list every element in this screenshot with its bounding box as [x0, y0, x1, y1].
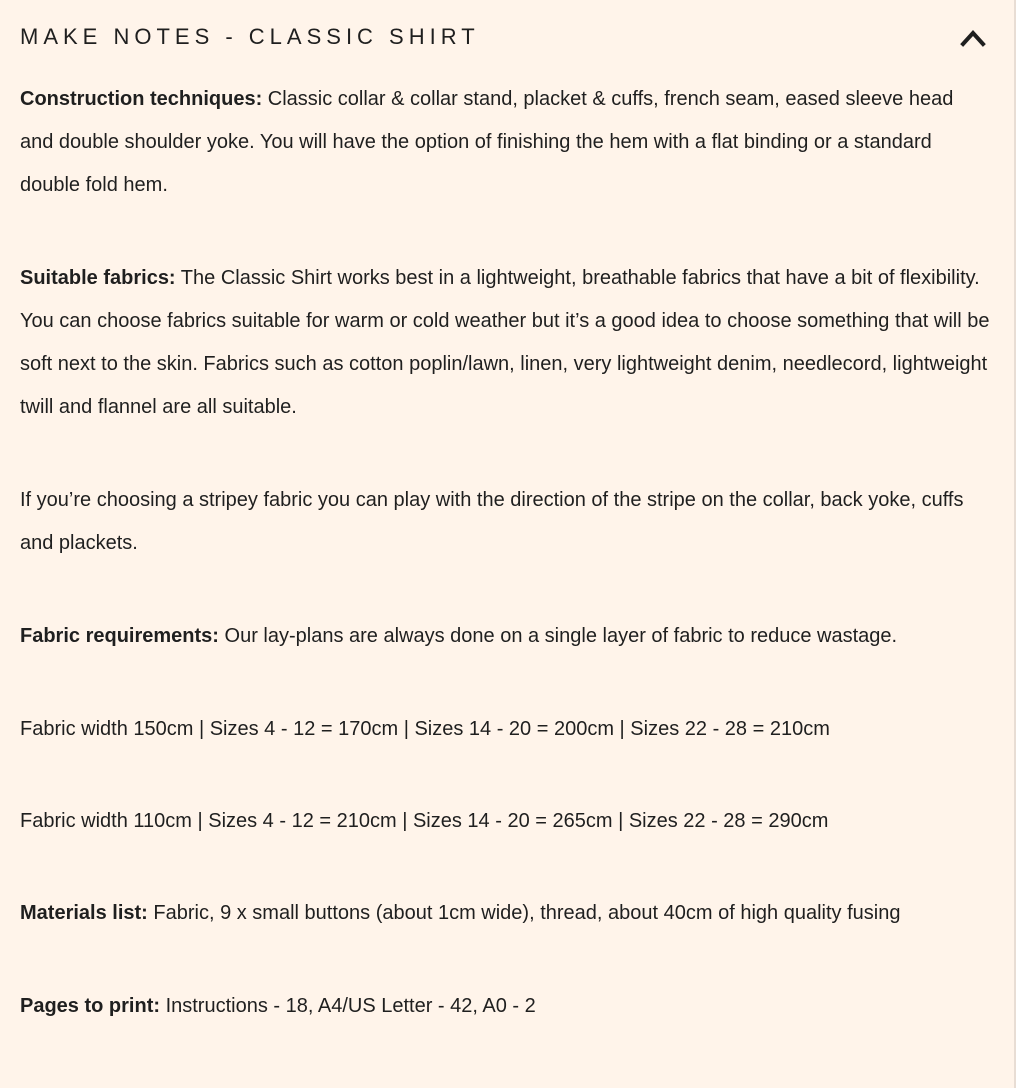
pages-to-print-label: Pages to print:: [20, 995, 161, 1017]
construction-note: [20, 78, 992, 207]
chevron-up-icon[interactable]: [960, 26, 986, 50]
fabric-width-150-line: Fabric width 150cm | Sizes 4 - 12 = 170cm | Sizes 14 - 20 = 200cm | Sizes 22 - 28 = 210cm: [20, 718, 830, 740]
materials-list-text: Fabric, 9 x small buttons (about 1cm wide), thread, about 40cm of high quality fusing: [147, 902, 901, 924]
construction-text: Classic collar & collar stand, placket & cuffs, french seam, eased sleeve head and double shoulder yoke. You will have the option of finishing the hem with a flat binding or a standard double fold hem.: [20, 88, 954, 196]
pages-to-print-text: Instructions - 18, A4/US Letter - 42, A0 - 2: [160, 995, 536, 1017]
suitable-fabrics-note: [20, 257, 992, 429]
suitable-fabrics-text: The Classic Shirt works best in a lightweight, breathable fabrics that have a bit of flexibility. You can choose fabrics suitable for warm or cold weather but it’s a good idea to choose something that will be soft next to the skin. Fabrics such as cotton poplin/lawn, linen, very lightweight denim, needlecord, lightweight twill and flannel are all suitable.: [20, 267, 990, 418]
pages-to-print-note: [20, 985, 992, 1028]
fabric-width-110-line: Fabric width 110cm | Sizes 4 - 12 = 210cm | Sizes 14 - 20 = 265cm | Sizes 22 - 28 = 290cm: [20, 810, 829, 832]
fabric-requirements-note: [20, 615, 992, 658]
fabric-requirements-label: Fabric requirements:: [20, 625, 219, 647]
construction-label: Construction techniques:: [20, 88, 263, 110]
fabric-requirements-text: Our lay-plans are always done on a single layer of fabric to reduce wastage.: [218, 625, 898, 647]
materials-list-note: [20, 892, 992, 935]
suitable-fabrics-label: Suitable fabrics:: [20, 267, 176, 289]
materials-list-label: Materials list:: [20, 902, 148, 924]
accordion-header[interactable]: [0, 0, 1014, 76]
accordion-title: MAKE NOTES - CLASSIC SHIRT: [20, 24, 480, 49]
accordion-content: [20, 78, 992, 1078]
stripe-tip-note: If you’re choosing a stripey fabric you can play with the direction of the stripe on the collar, back yoke, cuffs and plackets.: [20, 489, 964, 554]
